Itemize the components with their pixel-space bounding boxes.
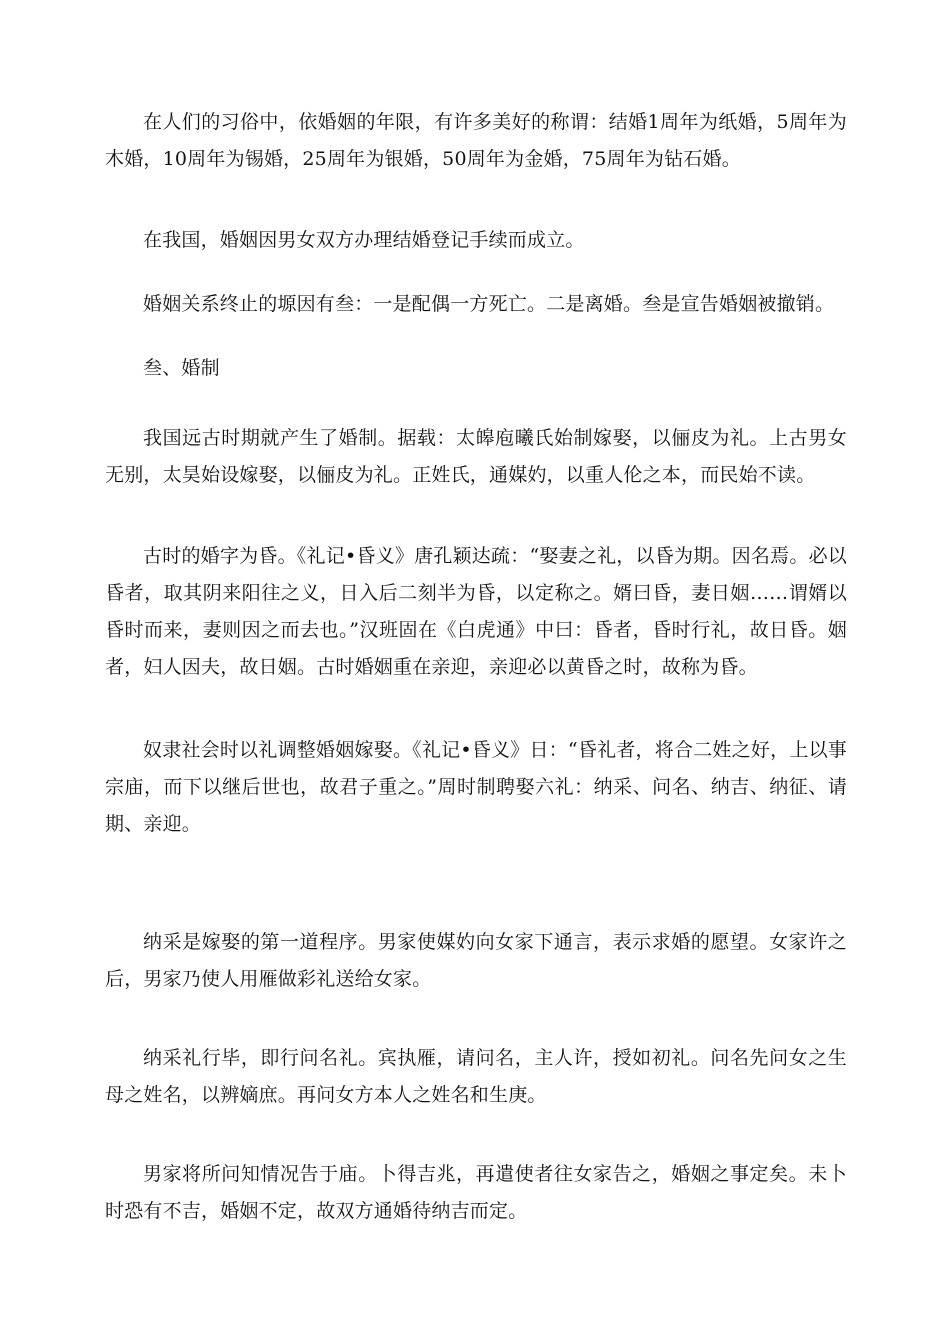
paragraph-nacai: 纳采是嫁娶的第一道程序。男家使媒妁向女家下通言，表示求婚的愿望。女家许之后，男家乃使人用雁做彩礼送给女家。 [105, 931, 847, 990]
paragraph-ancient-marriage-system: 我国远古时期就产生了婚制。据载：太皞庖曦氏始制嫁娶，以俪皮为礼。上古男女无别，太昊始设嫁娶，以俪皮为礼。正姓氏，通媒妁，以重人伦之本，而民始不读。 [105, 427, 847, 486]
paragraph-marriage-registration: 在我国，婚姻因男女双方办理结婚登记手续而成立。 [143, 229, 585, 251]
paragraph-naji: 男家将所问知情况告于庙。卜得吉兆，再遣使者往女家告之，婚姻之事定矣。未卜时恐有不吉，婚姻不定，故双方通婚待纳吉而定。 [105, 1163, 847, 1222]
paragraph-wenming: 纳采礼行毕，即行问名礼。宾执雁，请问名，主人许，授如初礼。问名先问女之生母之姓名，以辨嫡庶。再问女方本人之姓名和生庚。 [105, 1047, 847, 1106]
paragraph-anniversary-names: 在人们的习俗中，依婚姻的年限，有许多美好的称谓：结婚1周年为纸婚，5周年为木婚，10周年为锡婚，25周年为银婚，50周年为金婚，75周年为钻石婚。 [105, 111, 847, 170]
paragraph-hun-character-origin: 古时的婚字为昏。《礼记•昏义》唐孔颖达疏：“娶妻之礼，以昏为期。因名焉。必以昏者，取其阴来阳往之义，日入后二刻半为昏，以定称之。婿曰昏，妻日姻……谓婿以昏时而来，妻则因之而去也。”汉班固在《白虎通》中曰：昏者，昏时行礼，故日昏。姻者，妇人因夫，故日姻。古时婚姻重在亲迎，亲迎必以黄昏之时，故称为昏。 [105, 545, 847, 678]
paragraph-marriage-termination: 婚姻关系终止的塬因有叁：一是配偶一方死亡。二是离婚。叁是宣告婚姻被撤销。 [143, 293, 835, 315]
paragraph-six-rites: 奴隶社会时以礼调整婚姻嫁娶。《礼记•昏义》日：“昏礼者，将合二姓之好，上以事宗庙，而下以继后世也，故君子重之。”周时制聘娶六礼：纳采、问名、纳吉、纳征、请期、亲迎。 [105, 739, 847, 835]
section-heading-marriage-system: 叁、婚制 [143, 357, 220, 379]
